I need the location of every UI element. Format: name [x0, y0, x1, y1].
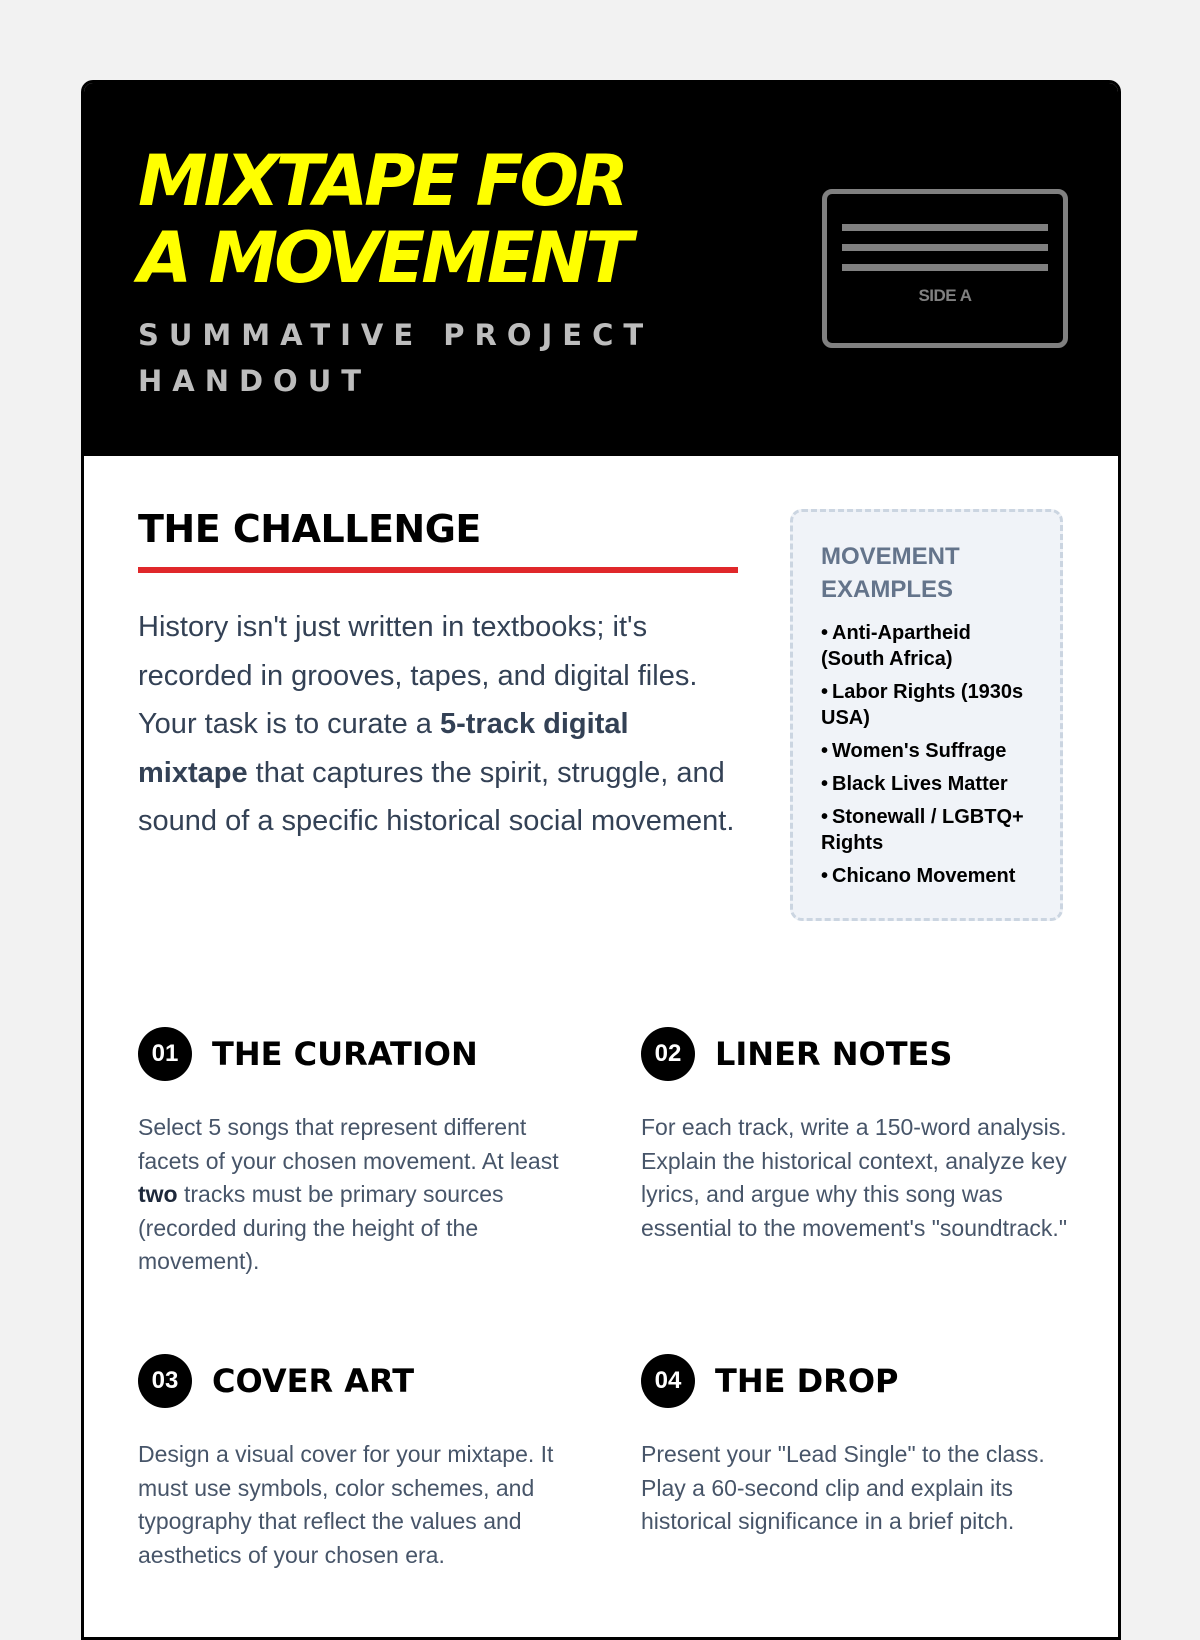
- subtitle-line-2: HANDOUT: [138, 364, 372, 398]
- section-description: Present your "Lead Single" to the class. Play a 60-second clip and explain its historical significance in a brief pitch.: [641, 1441, 1045, 1534]
- list-item: [821, 738, 1036, 764]
- cassette-label-line: [842, 244, 1048, 251]
- section-header: [641, 1027, 1071, 1081]
- list-item: [821, 863, 1036, 889]
- challenge-description: [138, 603, 738, 846]
- cassette-tape-icon: [822, 189, 1068, 348]
- movement-examples-heading: MOVEMENT EXAMPLES: [821, 543, 960, 603]
- movement-example-label: Anti-Apartheid (South Africa): [821, 622, 971, 670]
- subtitle-line-1: SUMMATIVE PROJECT: [138, 318, 654, 352]
- movement-example-label: Black Lives Matter: [832, 773, 1008, 795]
- section-header: [138, 1354, 568, 1408]
- movement-example-label: Women's Suffrage: [832, 740, 1007, 762]
- handout-page: [81, 80, 1121, 1640]
- section-cover-art: [138, 1354, 568, 1572]
- step-number-badge: 03: [138, 1354, 192, 1408]
- section-title: LINER NOTES: [715, 1035, 953, 1073]
- page-title: [138, 140, 758, 299]
- section-header: [641, 1354, 1071, 1408]
- bullet-icon: •: [821, 806, 829, 828]
- challenge-text-end: that captures the spirit, struggle, and sound of a specific historical social movement.: [138, 756, 735, 837]
- section-title: THE CURATION: [212, 1035, 478, 1073]
- movement-example-label: Stonewall / LGBTQ+ Rights: [821, 806, 1024, 854]
- movement-example-label: Chicano Movement: [832, 865, 1016, 887]
- challenge-text-start: History isn't just written in textbooks; it's recorded in grooves, tapes, and digital files. Your task is to curate a: [138, 611, 698, 740]
- header-banner: [84, 83, 1118, 456]
- section-description: Design a visual cover for your mixtape. It must use symbols, color schemes, and typography that reflect the values and aesthetics of your chosen era.: [138, 1441, 554, 1568]
- bullet-icon: •: [821, 865, 829, 887]
- bullet-icon: •: [821, 622, 829, 644]
- section-title: COVER ART: [212, 1362, 415, 1400]
- title-line-2: A MOVEMENT: [138, 217, 630, 299]
- section-header: [138, 1027, 568, 1081]
- challenge-text-emphasis: 5-track digital mixtape: [138, 708, 629, 789]
- step-number-badge: 01: [138, 1027, 192, 1081]
- challenge-divider: [138, 567, 738, 573]
- list-item: [821, 620, 1036, 672]
- title-line-1: MIXTAPE FOR: [138, 140, 625, 222]
- cassette-side-label: SIDE A: [918, 286, 972, 305]
- section-title: THE DROP: [715, 1362, 899, 1400]
- list-item: [821, 804, 1036, 856]
- bullet-icon: •: [821, 681, 829, 703]
- section-description: [138, 1111, 568, 1279]
- movement-example-label: Labor Rights (1930s USA): [821, 681, 1024, 729]
- section-description: For each track, write a 150-word analysis. Explain the historical context, analyze key lyrics, and argue why this song was essential to the movement's "soundtrack.": [641, 1114, 1067, 1241]
- step-number-badge: 02: [641, 1027, 695, 1081]
- section-curation: [138, 1027, 568, 1279]
- list-item: [821, 771, 1036, 797]
- section-liner-notes: [641, 1027, 1071, 1245]
- bullet-icon: •: [821, 773, 829, 795]
- movement-examples-panel: [790, 509, 1063, 921]
- step-number-badge: 04: [641, 1354, 695, 1408]
- cassette-label-line: [842, 224, 1048, 231]
- list-item: [821, 679, 1036, 731]
- section-the-drop: [641, 1354, 1071, 1539]
- challenge-heading: THE CHALLENGE: [138, 507, 481, 551]
- cassette-label-line: [842, 264, 1048, 271]
- bullet-icon: •: [821, 740, 829, 762]
- section-text-start: Select 5 songs that represent different facets of your chosen movement. At least: [138, 1114, 559, 1174]
- section-text-emphasis: two: [138, 1181, 178, 1207]
- section-text-end: tracks must be primary sources (recorded during the height of the movement).: [138, 1181, 504, 1274]
- movement-examples-list: [821, 620, 1036, 889]
- page-subtitle: [138, 312, 698, 404]
